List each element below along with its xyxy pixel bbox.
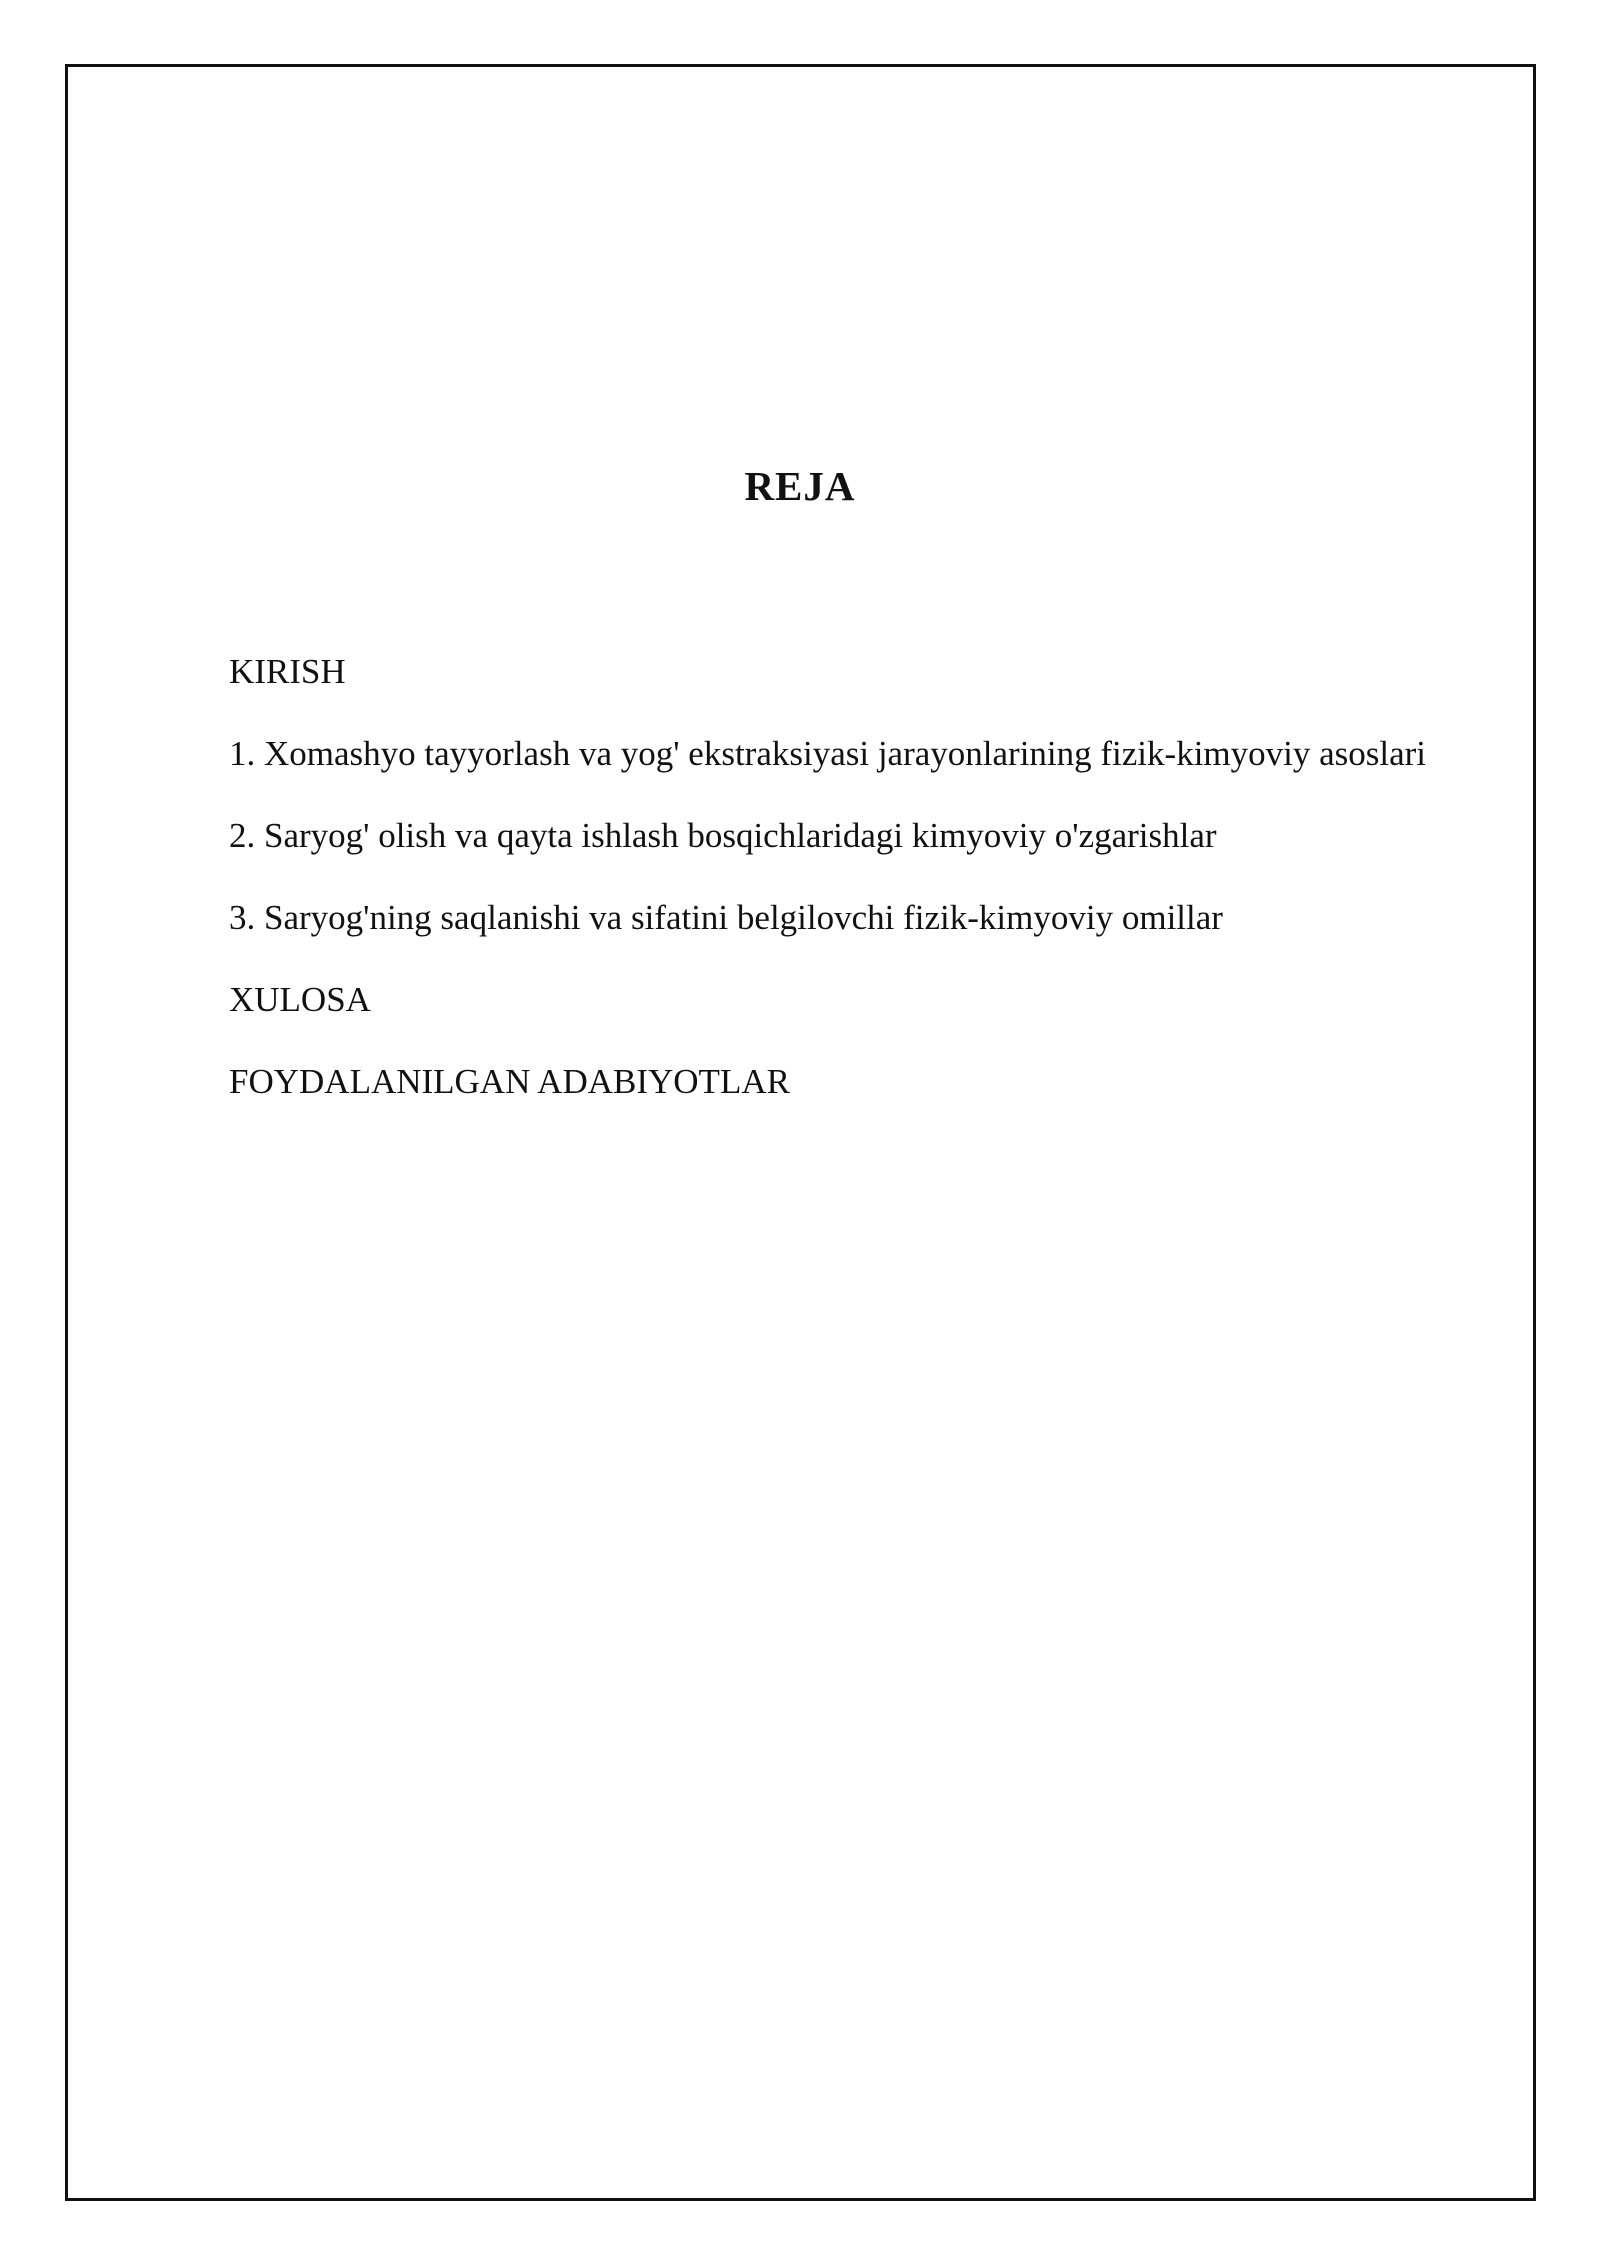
toc-item-section-2: 2. Saryog' olish va qayta ishlash bosqichlaridagi kimyoviy o'zgarishlar xyxy=(229,816,1217,855)
page-border xyxy=(65,64,1536,2201)
toc-item-references: FOYDALANILGAN ADABIYOTLAR xyxy=(229,1062,790,1101)
toc-item-section-3: 3. Saryog'ning saqlanishi va sifatini belgilovchi fizik-kimyoviy omillar xyxy=(229,898,1223,937)
toc-item-conclusion: XULOSA xyxy=(229,980,371,1019)
toc-item-section-1: 1. Xomashyo tayyorlash va yog' ekstraksiyasi jarayonlarining fizik-kimyoviy asoslari xyxy=(229,734,1427,773)
table-of-contents xyxy=(229,640,1429,1132)
page-title: REJA xyxy=(744,463,856,509)
toc-item-introduction: KIRISH xyxy=(229,652,346,691)
